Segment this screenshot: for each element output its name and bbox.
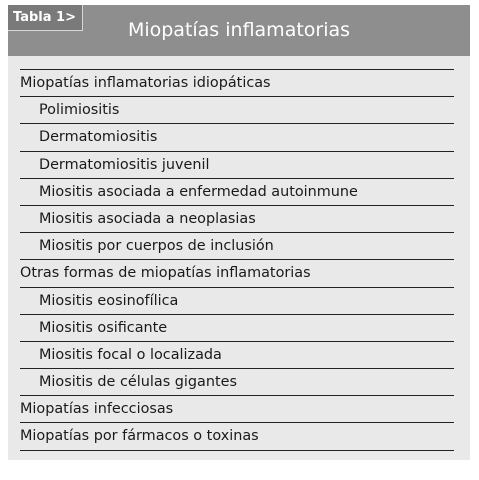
table-rows xyxy=(8,70,470,451)
subcategory-row: Miositis asociada a neoplasias xyxy=(8,206,470,233)
table-title: Miopatías inflamatorias xyxy=(127,19,351,41)
subcategory-row: Miositis osificante xyxy=(8,315,470,342)
subcategory-row: Miositis eosinofílica xyxy=(8,288,470,315)
category-row: Otras formas de miopatías inflamatorias xyxy=(8,260,470,287)
subcategory-row: Polimiositis xyxy=(8,97,470,124)
category-row: Miopatías infecciosas xyxy=(8,396,470,423)
category-row: Miopatías por fármacos o toxinas xyxy=(8,423,470,450)
subcategory-row: Miositis focal o localizada xyxy=(8,342,470,369)
subcategory-row: Dermatomiositis xyxy=(8,124,470,151)
subcategory-row: Miositis asociada a enfermedad autoinmune xyxy=(8,179,470,206)
table-1 xyxy=(8,5,470,460)
subcategory-row: Miositis por cuerpos de inclusión xyxy=(8,233,470,260)
subcategory-row: Dermatomiositis juvenil xyxy=(8,152,470,179)
table-number-label: Tabla 1> xyxy=(8,5,83,31)
category-row: Miopatías inflamatorias idiopáticas xyxy=(8,70,470,97)
subcategory-row: Miositis de células gigantes xyxy=(8,369,470,396)
table-header xyxy=(8,5,470,56)
